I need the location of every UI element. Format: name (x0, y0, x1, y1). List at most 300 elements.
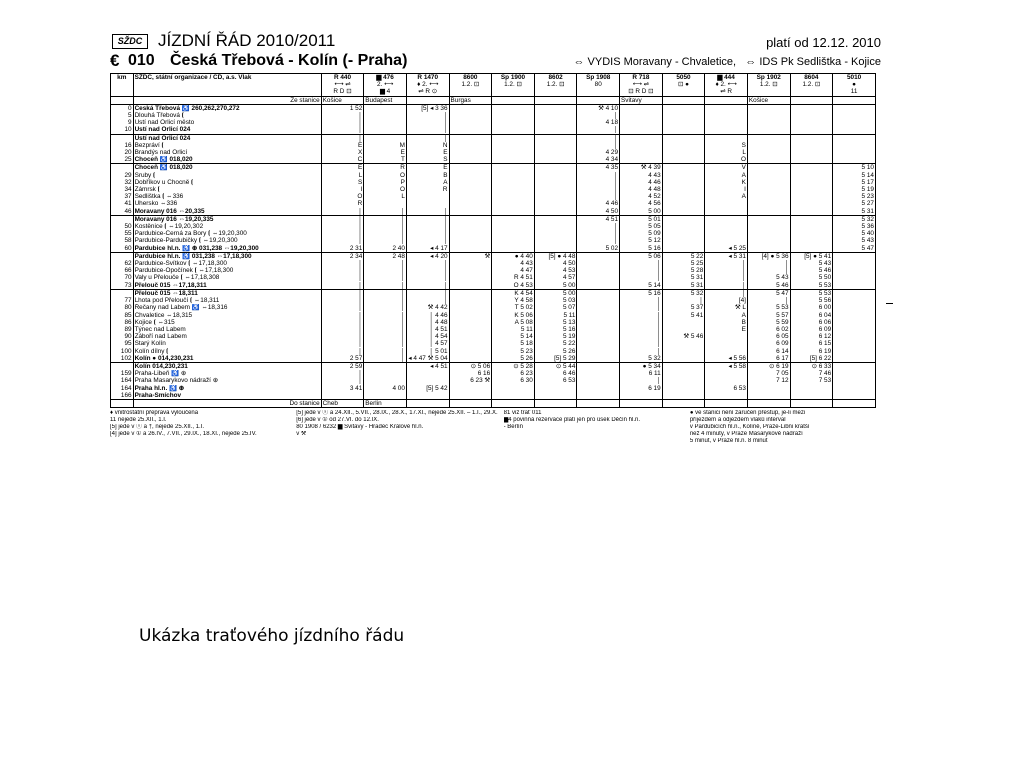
time-cell: │ (321, 260, 364, 267)
km-cell: 62 (111, 260, 134, 267)
time-cell (747, 164, 790, 172)
time-cell: 4 34 (577, 156, 620, 164)
table-row (111, 223, 876, 230)
time-cell (662, 134, 705, 142)
time-cell: ⊙ 5 06 (449, 362, 492, 370)
time-cell: │ (577, 112, 620, 119)
time-cell: R 4 51 (492, 274, 535, 281)
table-row (111, 186, 876, 193)
time-cell: 5 07 (534, 304, 577, 311)
time-cell: 2 59 (321, 362, 364, 370)
time-cell: │ (321, 304, 364, 311)
time-cell (833, 156, 876, 164)
time-cell: 5 14 (620, 282, 663, 290)
time-cell: 5 46 (790, 267, 833, 274)
table-row (111, 355, 876, 363)
time-cell (620, 156, 663, 164)
train-symbols: ♦ 2. ⟷ (406, 81, 449, 88)
station-name: Řečany nad Labem ♿ ⇔18,316 (133, 304, 321, 311)
time-cell (662, 326, 705, 333)
to-station-value (662, 399, 705, 407)
to-station-value (406, 399, 449, 407)
time-cell (577, 289, 620, 297)
time-cell: │ (364, 333, 407, 340)
train-number: 5050 (662, 74, 705, 82)
time-cell (833, 304, 876, 311)
time-cell (492, 142, 535, 149)
table-row (111, 370, 876, 377)
from-station-value (406, 96, 449, 104)
time-cell (449, 237, 492, 244)
time-cell (790, 230, 833, 237)
station-name: Pardubice-Svítkov ⦗ ⇔17,18,300 (133, 260, 321, 267)
time-cell (492, 179, 535, 186)
time-cell: │ (321, 230, 364, 237)
time-cell: │ (620, 377, 663, 384)
time-cell (747, 134, 790, 142)
time-cell: │ (321, 319, 364, 326)
time-cell: 5 03 (534, 297, 577, 304)
time-cell (364, 200, 407, 207)
time-cell (449, 385, 492, 392)
footnote-line: ▆4 povinná rezervace platí jen pro úsek Děčín hl.n. (503, 417, 640, 424)
from-station-value: Svitavy (620, 96, 663, 104)
time-cell (534, 223, 577, 230)
table-row (111, 237, 876, 244)
station-name: Záboří nad Labem (133, 333, 321, 340)
km-cell: 70 (111, 274, 134, 281)
time-cell (833, 348, 876, 355)
time-cell: S (705, 142, 748, 149)
time-cell (662, 164, 705, 172)
time-cell: 4 18 (577, 119, 620, 126)
time-cell (577, 385, 620, 392)
time-cell: │ (577, 134, 620, 142)
time-cell (833, 392, 876, 400)
time-cell (492, 186, 535, 193)
time-cell: │ (705, 274, 748, 281)
time-cell: │ (321, 134, 364, 142)
time-cell: 5 12 (620, 237, 663, 244)
time-cell: ◂ 5 58 (705, 362, 748, 370)
train-number: 8602 (534, 74, 577, 82)
time-cell (662, 193, 705, 200)
station-name: Přelouč 015 ⇔18,311 (133, 289, 321, 297)
time-cell (833, 355, 876, 363)
time-cell: 5 47 (747, 289, 790, 297)
to-station-value (449, 399, 492, 407)
station-name: Valy u Přelouče ⦗ ⇔17,18,308 (133, 274, 321, 281)
from-station-value: Burgas (449, 96, 492, 104)
time-cell: │ (577, 193, 620, 200)
time-cell: 5 19 (833, 186, 876, 193)
time-cell: 6 09 (747, 340, 790, 347)
time-cell (492, 104, 535, 112)
time-cell: │ (364, 230, 407, 237)
time-cell (662, 319, 705, 326)
time-cell: 5 11 (492, 326, 535, 333)
time-cell: L (705, 149, 748, 156)
time-cell (492, 172, 535, 179)
time-cell: │ (620, 312, 663, 319)
time-cell (833, 149, 876, 156)
time-cell: 5 01 (620, 215, 663, 223)
time-cell: │ (406, 297, 449, 304)
time-cell (449, 230, 492, 237)
time-cell (577, 340, 620, 347)
train-sub (534, 88, 577, 96)
to-station-value (492, 399, 535, 407)
time-cell (833, 362, 876, 370)
time-cell (662, 245, 705, 253)
time-cell: │ (620, 340, 663, 347)
time-cell (662, 223, 705, 230)
time-cell (534, 164, 577, 172)
time-cell (534, 112, 577, 119)
time-cell: 2 31 (321, 245, 364, 253)
time-cell (492, 193, 535, 200)
time-cell: ⚒ (449, 252, 492, 260)
time-cell: │ (577, 126, 620, 134)
time-cell: │ (321, 215, 364, 223)
table-row (111, 340, 876, 347)
time-cell: │ (321, 223, 364, 230)
time-cell: 7 53 (790, 377, 833, 384)
footnote-line: [4] jede v ① a 26.IV., 7.VII., 29.IX., 18.XI., nejede 25.IV. (110, 431, 257, 438)
time-cell: 5 37 (662, 304, 705, 311)
station-name: Brandýs nad Orlicí (133, 149, 321, 156)
time-cell: │ (364, 355, 407, 363)
km-cell: 20 (111, 149, 134, 156)
station-name: Kolín dílny ⦗ (133, 348, 321, 355)
time-cell (790, 208, 833, 216)
time-cell: ● 4 40 (492, 252, 535, 260)
time-cell: │ (321, 112, 364, 119)
time-cell (747, 186, 790, 193)
time-cell: │ (321, 377, 364, 384)
time-cell (662, 104, 705, 112)
time-cell (449, 304, 492, 311)
time-cell: │ (406, 282, 449, 290)
blank-cell (133, 81, 321, 88)
time-cell (662, 385, 705, 392)
time-cell (406, 193, 449, 200)
time-cell: 4 50 (534, 260, 577, 267)
time-cell: 4 00 (364, 385, 407, 392)
time-cell (747, 179, 790, 186)
time-cell (449, 104, 492, 112)
from-station-value (833, 96, 876, 104)
table-row (111, 193, 876, 200)
time-cell: │ (364, 289, 407, 297)
train-symbols: ♦ 2. ⟷ (705, 81, 748, 88)
time-cell (449, 200, 492, 207)
time-cell: 6 12 (790, 333, 833, 340)
time-cell: 5 02 (577, 245, 620, 253)
time-cell (790, 112, 833, 119)
to-station-value: Berlin (364, 399, 407, 407)
time-cell: 4 57 (534, 274, 577, 281)
table-row (111, 297, 876, 304)
table-row (111, 392, 876, 400)
time-cell (833, 377, 876, 384)
time-cell: │ (705, 267, 748, 274)
time-cell: K (705, 179, 748, 186)
time-cell (449, 223, 492, 230)
time-cell: │ (364, 340, 407, 347)
time-cell (534, 200, 577, 207)
time-cell: R (321, 200, 364, 207)
km-cell (111, 252, 134, 260)
table-row (111, 172, 876, 179)
time-cell (534, 126, 577, 134)
time-cell (833, 274, 876, 281)
time-cell: N (406, 142, 449, 149)
km-cell: 10 (111, 126, 134, 134)
time-cell: 5 32 (620, 355, 663, 363)
time-cell (790, 223, 833, 230)
time-cell (705, 119, 748, 126)
time-cell: 6 30 (492, 377, 535, 384)
km-header: km (111, 74, 134, 82)
time-cell (747, 230, 790, 237)
time-cell: 6 00 (790, 304, 833, 311)
time-cell: E (321, 142, 364, 149)
time-cell: │ (406, 260, 449, 267)
time-cell: 4 51 (577, 215, 620, 223)
km-cell: 55 (111, 230, 134, 237)
time-cell: │ (705, 260, 748, 267)
station-name: Dobříkov u Chocně ⦗ (133, 179, 321, 186)
time-cell (790, 385, 833, 392)
table-row (111, 215, 876, 223)
table-row (111, 267, 876, 274)
to-station-value (620, 399, 663, 407)
time-cell (662, 149, 705, 156)
time-cell (321, 392, 364, 400)
time-cell: │ (406, 237, 449, 244)
from-station-value: Košice (321, 96, 364, 104)
station-name: Praha hl.n. ♿ ⊕ (133, 385, 321, 392)
train-symbols: 80 (577, 81, 620, 88)
time-cell: │ 4 48 (406, 319, 449, 326)
time-cell: 6 19 (790, 348, 833, 355)
time-cell (577, 355, 620, 363)
time-cell: 5 22 (662, 252, 705, 260)
time-cell (620, 112, 663, 119)
time-cell (364, 119, 407, 126)
table-row (111, 348, 876, 355)
time-cell (620, 134, 663, 142)
km-cell: 41 (111, 200, 134, 207)
table-row (111, 179, 876, 186)
station-name: Choceň ♿ 018,020 (133, 156, 321, 164)
blank-cell (133, 88, 321, 96)
time-cell (833, 119, 876, 126)
time-cell: E (406, 164, 449, 172)
time-cell: 5 13 (534, 319, 577, 326)
time-cell: │ (321, 237, 364, 244)
time-cell (662, 208, 705, 216)
table-row (111, 200, 876, 207)
station-name: Pardubice hl.n. ♿ 031,238 ⇔17,18,300 (133, 252, 321, 260)
time-cell: 2 40 (364, 245, 407, 253)
train-number: 5010 (833, 74, 876, 82)
timetable-header (110, 30, 885, 52)
time-cell (662, 392, 705, 400)
time-cell: │ (705, 282, 748, 290)
time-cell (747, 104, 790, 112)
time-cell (492, 164, 535, 172)
time-cell: 2 48 (364, 252, 407, 260)
time-cell (662, 179, 705, 186)
station-name: Moravany 016 ⇔20,335 (133, 208, 321, 216)
to-station-value (577, 399, 620, 407)
train-symbols: 2. ⟷ (364, 81, 407, 88)
time-cell (449, 392, 492, 400)
time-cell (406, 200, 449, 207)
time-cell (790, 172, 833, 179)
station-name: Ústí nad Orlicí město (133, 119, 321, 126)
time-cell: [5] 6 22 (790, 355, 833, 363)
time-cell (833, 319, 876, 326)
slide-caption: Ukázka traťového jízdního řádu (139, 626, 405, 646)
header-row-trains (111, 74, 876, 82)
time-cell: 5 53 (790, 282, 833, 290)
time-cell: 6 04 (790, 312, 833, 319)
time-cell (833, 112, 876, 119)
time-cell: 5 43 (790, 260, 833, 267)
time-cell: 5 10 (833, 164, 876, 172)
time-cell: 5 14 (833, 172, 876, 179)
time-cell: │ (406, 289, 449, 297)
km-cell (111, 134, 134, 142)
blank-cell (111, 81, 134, 88)
time-cell (662, 370, 705, 377)
time-cell: M (364, 142, 407, 149)
time-cell: 4 52 (620, 193, 663, 200)
time-cell (705, 126, 748, 134)
time-cell (534, 186, 577, 193)
route-header (110, 52, 885, 71)
time-cell (577, 326, 620, 333)
table-row (111, 282, 876, 290)
time-cell (449, 142, 492, 149)
station-name: Sedlištka ⦗ ⇔336 (133, 193, 321, 200)
blank-cell (111, 399, 134, 407)
footnotes-col-1 (110, 410, 296, 445)
train-sub: 11 (833, 88, 876, 96)
time-cell (790, 126, 833, 134)
from-station-row (111, 96, 876, 104)
time-cell: │ (364, 223, 407, 230)
time-cell (577, 267, 620, 274)
station-name: Pardubice-Pardubičky ⦗ ⇔19,20,300 (133, 237, 321, 244)
km-cell: 16 (111, 142, 134, 149)
time-cell (747, 156, 790, 164)
train-sub (449, 88, 492, 96)
time-cell (790, 179, 833, 186)
time-cell (705, 104, 748, 112)
footnote-line: než 4 minuty, v Praze Masarykově nádraží (689, 431, 803, 438)
time-cell (534, 215, 577, 223)
km-cell: 73 (111, 282, 134, 290)
station-name: Přelouč 015 ⇔17,18,311 (133, 282, 321, 290)
time-cell (833, 260, 876, 267)
footnote-line: [5] jede v ⓢ a †, nejede 25.XII., 1.I. (110, 424, 205, 431)
table-row (111, 245, 876, 253)
station-name: Bezpráví ⦗ (133, 142, 321, 149)
time-cell: 3 41 (321, 385, 364, 392)
train-symbols: 1.2. ⊡ (492, 81, 535, 88)
time-cell: X (321, 149, 364, 156)
time-cell: E (705, 326, 748, 333)
km-cell: 5 (111, 112, 134, 119)
station-name: Pardubice-Černá za Bory ⦗ ⇔19,20,300 (133, 230, 321, 237)
footnote-line: ♦ vnitrostátní přeprava vyloučena (110, 410, 199, 417)
time-cell (790, 186, 833, 193)
time-cell (705, 392, 748, 400)
time-cell: 6 53 (534, 377, 577, 384)
time-cell (747, 215, 790, 223)
time-cell (662, 215, 705, 223)
time-cell: P (364, 179, 407, 186)
from-station-value: Košice (747, 96, 790, 104)
train-sub (577, 88, 620, 96)
time-cell (534, 149, 577, 156)
time-cell (492, 237, 535, 244)
train-symbols: ● (833, 81, 876, 88)
time-cell: K 5 06 (492, 312, 535, 319)
time-cell: 5 40 (833, 230, 876, 237)
time-cell (449, 260, 492, 267)
train-sub: ⇌ R (705, 88, 748, 96)
time-cell: 6 15 (790, 340, 833, 347)
time-cell: │ (620, 348, 663, 355)
time-cell: 2 57 (321, 355, 364, 363)
time-cell: R (364, 164, 407, 172)
time-cell (364, 392, 407, 400)
time-cell: │ (364, 267, 407, 274)
time-cell: Y 4 58 (492, 297, 535, 304)
time-cell (747, 119, 790, 126)
footnote-line: - Berlín (503, 424, 523, 431)
time-cell: ⚒ 4 42 (406, 304, 449, 311)
km-cell: 32 (111, 179, 134, 186)
time-cell: │ (747, 297, 790, 304)
time-cell (492, 112, 535, 119)
km-cell: 102 (111, 355, 134, 363)
time-cell: [4] (705, 297, 748, 304)
time-cell: 5 19 (534, 333, 577, 340)
time-cell (747, 223, 790, 230)
footnote-line: [5] jede v ⓢ a 24.XII., 5.VII., 28.IX., 28.X., 17.XI., nejede 25.XII. – 1.I., 29.X. (296, 410, 498, 417)
time-cell: A (406, 179, 449, 186)
time-cell (833, 385, 876, 392)
time-cell (577, 362, 620, 370)
time-cell (492, 215, 535, 223)
table-row (111, 149, 876, 156)
time-cell: │ (364, 260, 407, 267)
time-cell: │ (321, 370, 364, 377)
time-cell: │ (705, 289, 748, 297)
time-cell: │ 5 01 (406, 348, 449, 355)
time-cell: I (705, 186, 748, 193)
time-cell (534, 385, 577, 392)
time-cell: 4 48 (620, 186, 663, 193)
from-station-value (492, 96, 535, 104)
time-cell: 5 18 (492, 340, 535, 347)
